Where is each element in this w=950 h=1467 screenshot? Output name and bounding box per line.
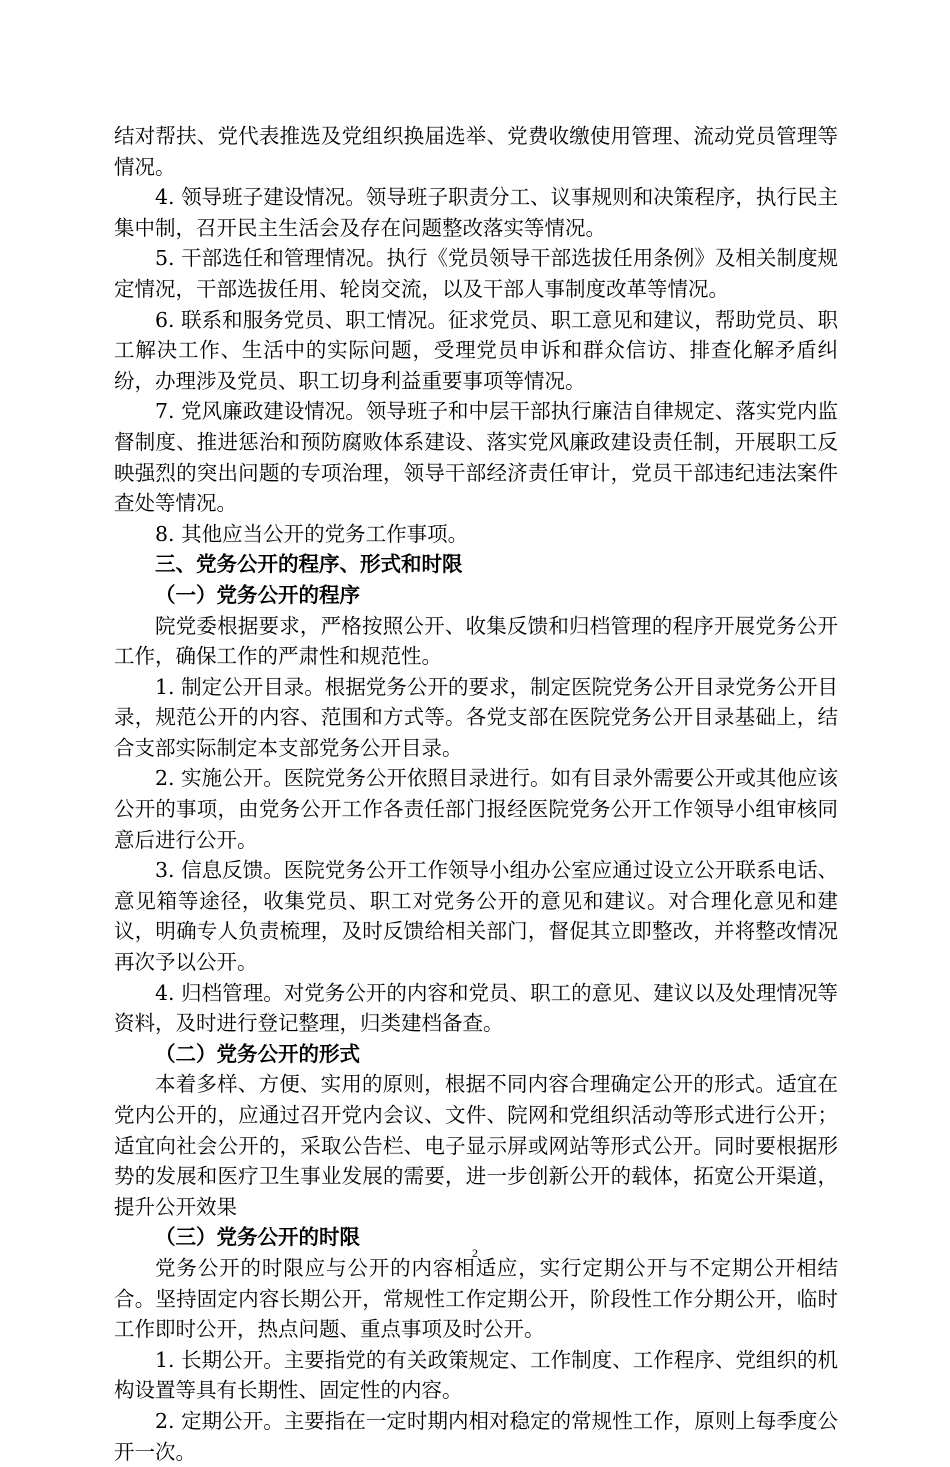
body-paragraph: 2. 定期公开。主要指在一定时期内相对稳定的常规性工作，原则上每季度公开一次。 xyxy=(114,1408,838,1464)
body-paragraph: 4. 领导班子建设情况。领导班子职责分工、议事规则和决策程序，执行民主集中制，召开民主生活会及存在问题整改落实等情况。 xyxy=(114,185,838,240)
body-paragraph: 7. 党风廉政建设情况。领导班子和中层干部执行廉洁自律规定、落实党内监督制度、推进惩治和预防腐败体系建设、落实党风廉政建设责任制，开展职工反映强烈的突出问题的专项治理，领导干部经济责任审计，党员干部违纪违法案件查处等情况。 xyxy=(114,399,838,516)
body-paragraph: 8. 其他应当公开的党务工作事项。 xyxy=(155,521,469,546)
page-number: 2 xyxy=(472,1246,478,1260)
body-paragraph: 2. 实施公开。医院党务公开依照目录进行。如有目录外需要公开或其他应该公开的事项，由党务公开工作各责任部门报经医院党务公开工作领导小组审核同意后进行公开。 xyxy=(114,766,838,852)
body-paragraph: 6. 联系和服务党员、职工情况。征求党员、职工意见和建议，帮助党员、职工解决工作、生活中的实际问题，受理党员申诉和群众信访、排查化解矛盾纠纷，办理涉及党员、职工切身利益重要事项等情况。 xyxy=(114,307,838,393)
section-heading: 三、党务公开的程序、形式和时限 xyxy=(155,552,463,577)
section-heading: （二）党务公开的形式 xyxy=(155,1041,360,1066)
body-paragraph: 4. 归档管理。对党务公开的内容和党员、职工的意见、建议以及处理情况等资料，及时进行登记整理，归类建档备查。 xyxy=(114,980,838,1036)
body-paragraph: 5. 干部选任和管理情况。执行《党员领导干部选拔任用条例》及相关制度规定情况，干部选拔任用、轮岗交流，以及干部人事制度改革等情况。 xyxy=(114,246,838,301)
body-paragraph: 1. 制定公开目录。根据党务公开的要求，制定医院党务公开目录党务公开目录，规范公开的内容、范围和方式等。各党支部在医院党务公开目录基础上，结合支部实际制定本支部党务公开目录。 xyxy=(114,674,838,760)
section-heading: （一）党务公开的程序 xyxy=(155,582,360,607)
body-paragraph: 本着多样、方便、实用的原则，根据不同内容合理确定公开的形式。适宜在党内公开的，应通过召开党内会议、文件、院网和党组织活动等形式进行公开；适宜向社会公开的，采取公告栏、电子显示屏或网站等形式公开。同时要根据形势的发展和医疗卫生事业发展的需要，进一步创新公开的载体，拓宽公开渠道，提升公开效果 xyxy=(114,1072,838,1219)
body-paragraph: 1. 长期公开。主要指党的有关政策规定、工作制度、工作程序、党组织的机构设置等具有长期性、固定性的内容。 xyxy=(114,1347,838,1403)
body-paragraph: 党务公开的时限应与公开的内容相适应，实行定期公开与不定期公开相结合。坚持固定内容长期公开，常规性工作定期公开，阶段性工作分期公开，临时工作即时公开，热点问题、重点事项及时公开。 xyxy=(114,1255,838,1342)
body-paragraph: 3. 信息反馈。医院党务公开工作领导小组办公室应通过设立公开联系电话、意见箱等途径，收集党员、职工对党务公开的意见和建议。对合理化意见和建议，明确专人负责梳理，及时反馈给相关部门，督促其立即整改，并将整改情况再次予以公开。 xyxy=(114,858,838,975)
body-paragraph: 院党委根据要求，严格按照公开、收集反馈和归档管理的程序开展党务公开工作，确保工作的严肃性和规范性。 xyxy=(114,613,838,669)
section-heading: （三）党务公开的时限 xyxy=(155,1225,360,1250)
body-paragraph: 结对帮扶、党代表推选及党组织换届选举、党费收缴使用管理、流动党员管理等情况。 xyxy=(114,124,838,179)
document-body xyxy=(114,121,838,1467)
